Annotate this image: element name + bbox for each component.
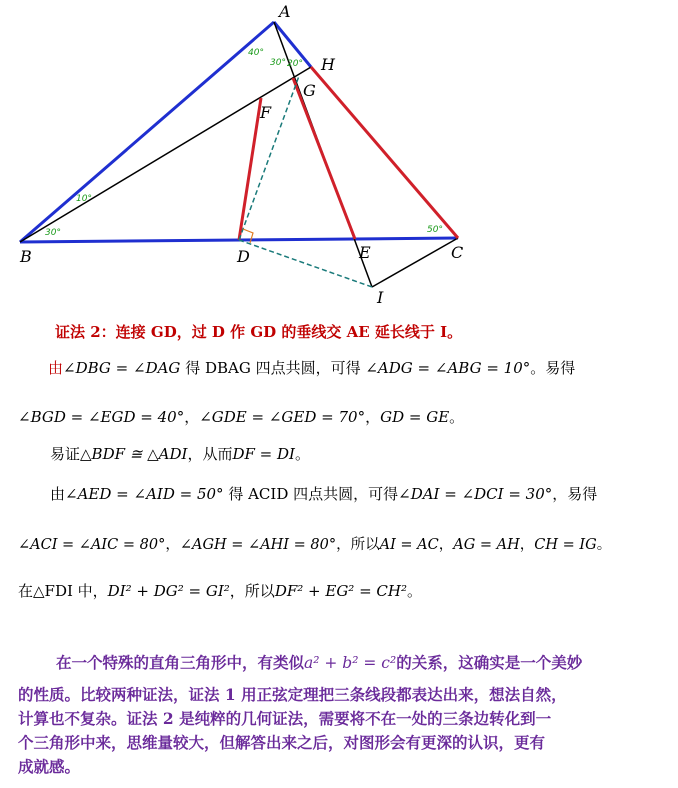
summary-paragraph <box>18 651 663 779</box>
label-B: B <box>20 247 32 266</box>
text: ，易得 <box>552 485 598 503</box>
proof-heading: 证法 2：连接 GD，过 D 作 GD 的垂线交 AE 延长线于 I。 <box>55 323 463 341</box>
eq-dai-dci: ∠DAI = ∠DCI = 30° <box>398 485 553 503</box>
eq-agh-ahi: ∠AGH = ∠AHI = 80° <box>179 537 337 553</box>
text: ， <box>184 408 200 426</box>
proof-line-3 <box>50 444 310 464</box>
text: 。 <box>407 582 423 600</box>
proof-line-6 <box>18 581 422 601</box>
text: ，从而 <box>187 445 233 463</box>
you-text: 由 <box>48 359 64 377</box>
text: ，所以 <box>229 582 275 600</box>
segment-HC <box>311 67 458 238</box>
text: ， <box>438 537 454 553</box>
text: 。易得 <box>530 359 576 377</box>
segment-AB <box>20 22 274 242</box>
eq-abc: a² + b² = c² <box>304 654 397 672</box>
eq-aci-aic: ∠ACI = ∠AIC = 80° <box>18 537 166 553</box>
eq-aed-aid: ∠AED = ∠AID = 50° <box>65 485 224 503</box>
summary-line-5: 成就感。 <box>18 757 81 776</box>
eq-ag-ah: AG = AH <box>453 537 520 553</box>
text: ， <box>165 537 180 553</box>
eq-pythag-2: DF² + EG² = CH² <box>274 582 407 600</box>
angle-50: 50° <box>427 225 443 235</box>
eq-gde-ged: ∠GDE = ∠GED = 70° <box>199 408 366 426</box>
angle-30: 30° <box>270 58 286 68</box>
label-D: D <box>237 247 250 266</box>
label-I: I <box>377 288 384 307</box>
eq-pythag-1: DI² + DG² = GI² <box>107 582 230 600</box>
proof-line-1 <box>48 358 575 378</box>
segment-CI <box>372 238 458 287</box>
angle-10: 10° <box>76 194 92 204</box>
eq-bgd-egd: ∠BGD = ∠EGD = 40° <box>18 408 185 426</box>
proof-line-4 <box>50 484 597 504</box>
geometry-figure <box>0 0 678 310</box>
text: 在一个特殊的直角三角形中，有类似 <box>56 653 305 672</box>
summary-line-3: 计算也不复杂。证法 2 是纯粹的几何证法，需要将不在一处的三条边转化到一 <box>18 709 552 728</box>
eq-df-di: DF = DI <box>232 445 295 463</box>
label-F: F <box>260 103 272 122</box>
eq-dbg-dag: ∠DBG = ∠DAG <box>63 359 181 377</box>
eq-ch-ig: CH = IG <box>534 537 597 553</box>
summary-line-2: 的性质。比较两种证法，证法 1 用正弦定理把三条线段都表达出来，想法自然， <box>18 685 567 704</box>
eq-gd-ge: GD = GE <box>380 408 450 426</box>
text: 在△FDI 中， <box>18 582 108 600</box>
text: 得 DBAG 四点共圆，可得 <box>180 359 366 377</box>
text: 。 <box>596 537 612 553</box>
angle-20: 20° <box>287 59 303 69</box>
text: 由 <box>50 485 66 503</box>
text: 。 <box>449 408 465 426</box>
label-E: E <box>359 243 371 262</box>
segment-DI <box>239 240 372 287</box>
text: 的关系，这确实是一个美妙 <box>396 653 583 672</box>
eq-congruent: △BDF ≅ △ADI <box>80 445 188 463</box>
label-A: A <box>279 2 291 21</box>
segment-GE <box>293 78 355 239</box>
eq-ai-ac: AI = AC <box>379 537 439 553</box>
proof-line-2 <box>18 407 464 427</box>
segment-DG <box>239 76 299 240</box>
summary-line-4: 个三角形中来，思维量较大，但解答出来之后，对图形会有更深的认识，更有 <box>18 733 546 752</box>
proof-line-5 <box>18 535 611 555</box>
text: 。 <box>294 445 310 463</box>
label-C: C <box>451 243 464 262</box>
segment-DF <box>239 98 261 240</box>
eq-adg-abg: ∠ADG = ∠ABG = 10° <box>365 359 531 377</box>
label-H: H <box>321 55 335 74</box>
text: 易证 <box>50 445 81 463</box>
text: ， <box>365 408 381 426</box>
text: ， <box>519 537 535 553</box>
text: 得 ACID 四点共圆，可得 <box>223 485 399 503</box>
angle-40: 40° <box>248 48 264 58</box>
label-G: G <box>303 81 316 100</box>
text: ，所以 <box>336 537 380 553</box>
segment-BG <box>20 67 311 242</box>
angle-30-B: 30° <box>45 228 61 238</box>
summary-line-1 <box>18 651 663 675</box>
